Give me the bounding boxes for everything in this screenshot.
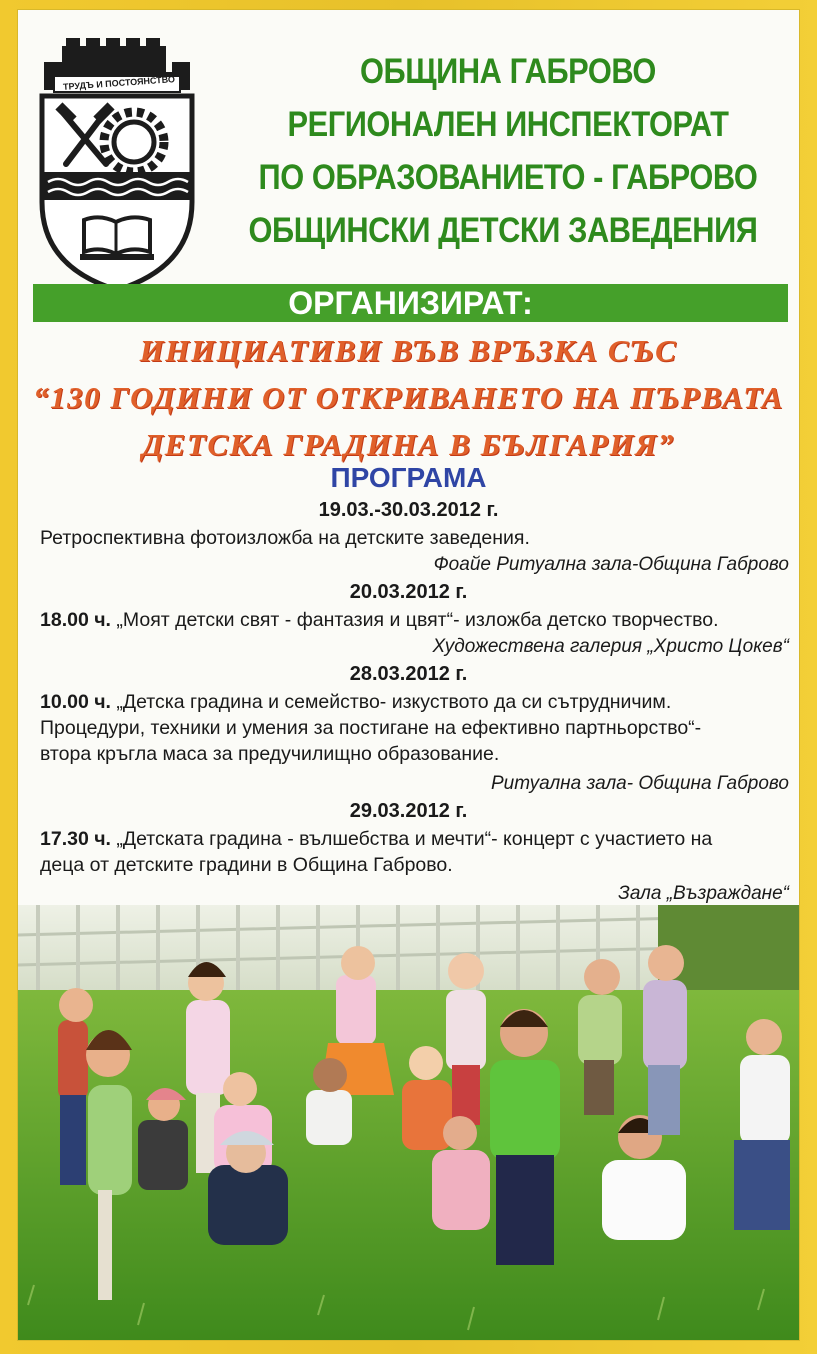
event-venue: Ритуална зала- Община Габрово bbox=[490, 773, 789, 794]
event-date: 20.03.2012 г. bbox=[349, 581, 468, 603]
organize-banner: ОРГАНИЗИРАТ: bbox=[33, 284, 788, 322]
event-text: втора кръгла маса за предучилищно образование. bbox=[40, 743, 500, 765]
initiative-line-3: ДЕТСКА ГРАДИНА В БЪЛГАРИЯ” bbox=[142, 427, 675, 462]
initiative-line-2: “130 ГОДИНИ ОТ ОТКРИВАНЕТО НА ПЪРВАТА bbox=[33, 380, 784, 415]
event-venue: Фоайе Ритуална зала-Община Габрово bbox=[433, 554, 789, 575]
event-venue: Художествена галерия „Христо Цокев“ bbox=[432, 636, 789, 657]
event-time: 10.00 ч. bbox=[40, 691, 111, 713]
children-playing-photo bbox=[18, 905, 799, 1340]
event-text: 17.30 ч. „Детската градина - вълшебства и мечти“- концерт с участието на bbox=[40, 828, 713, 850]
event-text: деца от детските градини в Община Габрово. bbox=[40, 854, 453, 876]
event-text: 10.00 ч. „Детска градина и семейство- изкуството да си сътрудничим. bbox=[40, 691, 672, 713]
event-text: Процедури, техники и умения за постигане на ефективно партньорство“- bbox=[40, 717, 702, 739]
initiative-line-1: ИНИЦИАТИВИ ВЪВ ВРЪЗКА СЪС bbox=[139, 333, 678, 368]
event-time: 18.00 ч. bbox=[40, 609, 111, 631]
program-title: ПРОГРАМА bbox=[330, 462, 487, 493]
event-text: Ретроспективна фотоизложба на детските заведения. bbox=[40, 527, 530, 549]
event-time: 17.30 ч. bbox=[40, 828, 111, 850]
event-venue: Зала „Възраждане“ bbox=[618, 883, 789, 904]
header-line-municipality: ОБЩИНА ГАБРОВО bbox=[360, 52, 656, 91]
poster-card bbox=[18, 10, 799, 1340]
event-date: 29.03.2012 г. bbox=[349, 800, 468, 822]
gabrovo-coat-of-arms-icon bbox=[36, 32, 198, 294]
event-date: 28.03.2012 г. bbox=[349, 663, 468, 685]
event-text: 18.00 ч. „Моят детски свят - фантазия и цвят“- изложба детско творчество. bbox=[40, 609, 719, 631]
header-line-education: ПО ОБРАЗОВАНИЕТО - ГАБРОВО bbox=[258, 158, 758, 197]
event-date: 19.03.-30.03.2012 г. bbox=[318, 499, 499, 521]
header-line-inspectorate: РЕГИОНАЛЕН ИНСПЕКТОРАТ bbox=[287, 105, 729, 144]
header-line-kindergartens: ОБЩИНСКИ ДЕТСКИ ЗАВЕДЕНИЯ bbox=[248, 211, 758, 250]
crest-motto: ТРУДЪ И ПОСТОЯНСТВО bbox=[62, 74, 176, 92]
